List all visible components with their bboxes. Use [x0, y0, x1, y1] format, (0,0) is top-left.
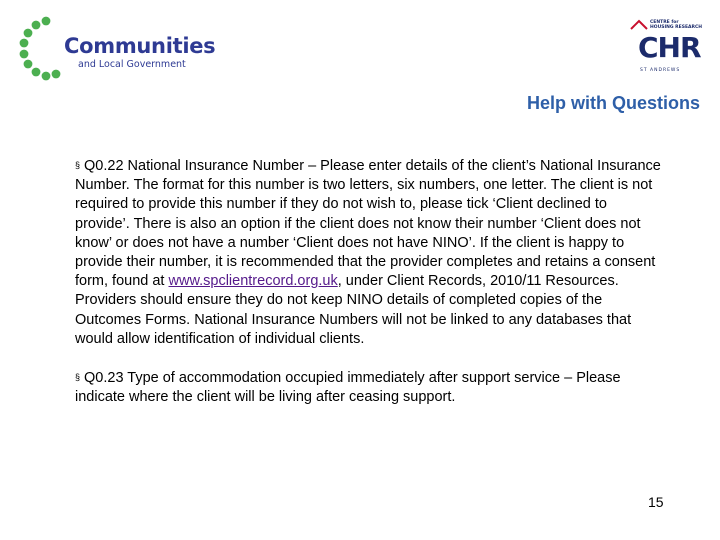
question-item-q023: [75, 368, 665, 407]
chr-initials: CHR: [638, 31, 701, 64]
page-number: 15: [648, 494, 664, 510]
q022-text-before: Q0.22 National Insurance Number – Please enter details of the client’s National Insurance Number. The format for this number is two letters, six numbers, one letter. The client is not required to provide this number if they do not wish to, please tick ‘Client declined to provide’. There is also an option if the client does not know their number ‘Client does not know’ or does not have a number ‘Client does not have NINO’. If the client is happy to provide their number, it is recommended that the provider completes and retains a consent form, found at: [75, 158, 661, 290]
dot-ring-icon: [18, 16, 66, 82]
page-title: Help with Questions: [526, 93, 700, 113]
bullet-icon: §: [75, 160, 81, 170]
logo-tagline: and Local Government: [78, 59, 186, 70]
communities-logo: [18, 14, 218, 86]
spclientrecord-link[interactable]: www.spclientrecord.org.uk: [168, 273, 338, 290]
question-list: [75, 156, 665, 407]
house-roof-icon: [630, 18, 648, 30]
q022-text-after: , under Client Records, 2010/11 Resources. Providers should ensure they do not keep NINO details of completed copies of the Outcomes Forms. National Insurance Numbers will not be linked to any databases that would allow identification of individual clients.: [75, 273, 632, 347]
question-item-q022: [75, 156, 665, 349]
q023-text: Q0.23 Type of accommodation occupied immediately after support service – Please indicate where the client will be living after ceasing support.: [75, 370, 621, 406]
logo-name: Communities: [64, 34, 216, 58]
chr-logo: [630, 18, 703, 76]
bullet-icon: §: [75, 372, 81, 383]
chr-line2: HOUSING RESEARCH: [650, 25, 703, 30]
chr-town: ST ANDREWS: [640, 68, 681, 73]
chr-line1: CENTRE for: [650, 20, 679, 25]
